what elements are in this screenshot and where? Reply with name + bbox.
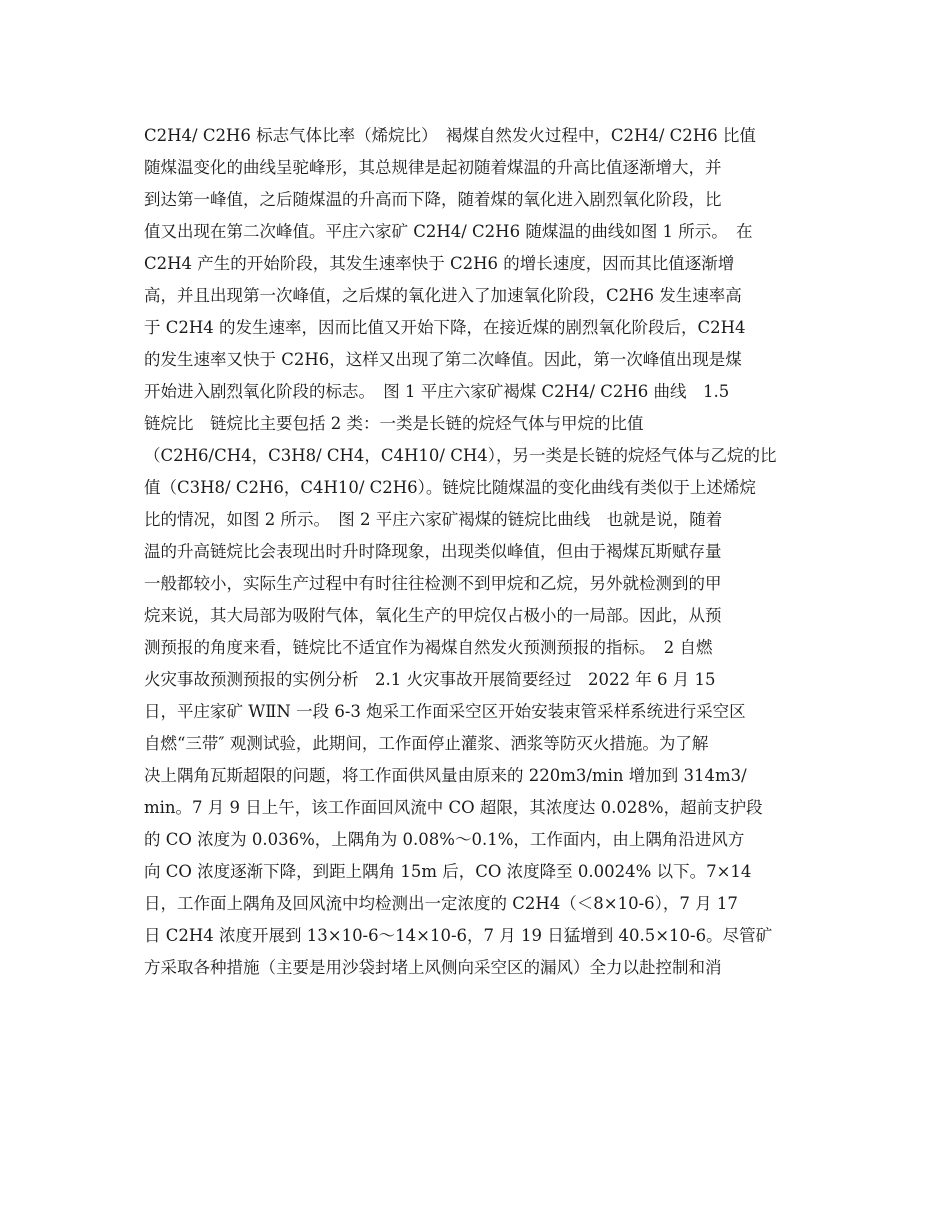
text-line: C2H4 产生的开始阶段，其发生速率快于 C2H6 的增长速度，因而其比值逐渐增: [144, 254, 735, 273]
text-line: 向 CO 浓度逐渐下降，到距上隅角 15m 后，CO 浓度降至 0.0024% 以下。7×14: [144, 862, 752, 881]
body-text: [144, 120, 814, 984]
text-line: 到达第一峰值，之后随煤温的升高而下降，随着煤的氧化进入剧烈氧化阶段，比: [144, 190, 722, 209]
text-line: 高，并且出现第一次峰值，之后煤的氧化进入了加速氧化阶段，C2H6 发生速率高: [144, 286, 742, 305]
text-line: 于 C2H4 的发生速率，因而比值又开始下降，在接近煤的剧烈氧化阶段后，C2H4: [144, 318, 746, 337]
text-line: 烷来说，其大局部为吸附气体，氧化生产的甲烷仅占极小的一局部。因此，从预: [144, 606, 722, 625]
text-line: 日 C2H4 浓度开展到 13×10-6～14×10-6，7 月 19 日猛增到 40.5×10-6。尽管矿: [144, 926, 773, 945]
text-line: 自燃“三带″ 观测试验，此期间，工作面停止灌浆、洒浆等防灭火措施。为了解: [144, 734, 709, 753]
text-line: C2H4/ C2H6 标志气体比率（烯烷比） 褐煤自然发火过程中，C2H4/ C2H6 比值: [144, 126, 756, 145]
text-line: 日，平庄家矿 WⅡN 一段 6-3 炮采工作面采空区开始安装束管采样系统进行采空区: [144, 702, 746, 721]
text-line: 一般都较小，实际生产过程中有时往往检测不到甲烷和乙烷，另外就检测到的甲: [144, 574, 722, 593]
text-line: 的 CO 浓度为 0.036%，上隅角为 0.08%～0.1%，工作面内，由上隅角沿进风方: [144, 830, 745, 849]
text-line: min。7 月 9 日上午，该工作面回风流中 CO 超限，其浓度达 0.028%，超前支护段: [144, 798, 763, 817]
text-line: 日，工作面上隅角及回风流中均检测出一定浓度的 C2H4（＜8×10-6），7 月 17: [144, 894, 738, 913]
text-line: 链烷比 链烷比主要包括 2 类：一类是长链的烷烃气体与甲烷的比值: [144, 414, 644, 433]
text-line: 比的情况，如图 2 所示。 图 2 平庄六家矿褐煤的链烷比曲线 也就是说，随着: [144, 510, 723, 529]
text-line: 的发生速率又快于 C2H6，这样又出现了第二次峰值。因此，第一次峰值出现是煤: [144, 350, 742, 369]
text-line: 方采取各种措施（主要是用沙袋封堵上风侧向采空区的漏风）全力以赴控制和消: [144, 958, 722, 977]
text-line: 随煤温变化的曲线呈驼峰形，其总规律是起初随着煤温的升高比值逐渐增大，并: [144, 158, 722, 177]
text-line: （C2H6/CH4，C3H8/ CH4，C4H10/ CH4），另一类是长链的烷烃气体与乙烷的比: [144, 446, 777, 465]
text-line: 决上隅角瓦斯超限的问题，将工作面供风量由原来的 220m3/min 增加到 314m3/: [144, 766, 747, 785]
text-line: 开始进入剧烈氧化阶段的标志。 图 1 平庄六家矿褐煤 C2H4/ C2H6 曲线 1.5: [144, 382, 730, 401]
text-line: 值（C3H8/ C2H6，C4H10/ C2H6）。链烷比随煤温的变化曲线有类似于上述烯烷: [144, 478, 756, 497]
text-line: 火灾事故预测预报的实例分析 2.1 火灾事故开展简要经过 2022 年 6 月 15: [144, 670, 716, 689]
text-line: 测预报的角度来看，链烷比不适宜作为褐煤自然发火预测预报的指标。 2 自燃: [144, 638, 713, 657]
text-line: 值又出现在第二次峰值。平庄六家矿 C2H4/ C2H6 随煤温的曲线如图 1 所示。 在: [144, 222, 753, 241]
text-line: 温的升高链烷比会表现出时升时降现象，出现类似峰值，但由于褐煤瓦斯赋存量: [144, 542, 722, 561]
